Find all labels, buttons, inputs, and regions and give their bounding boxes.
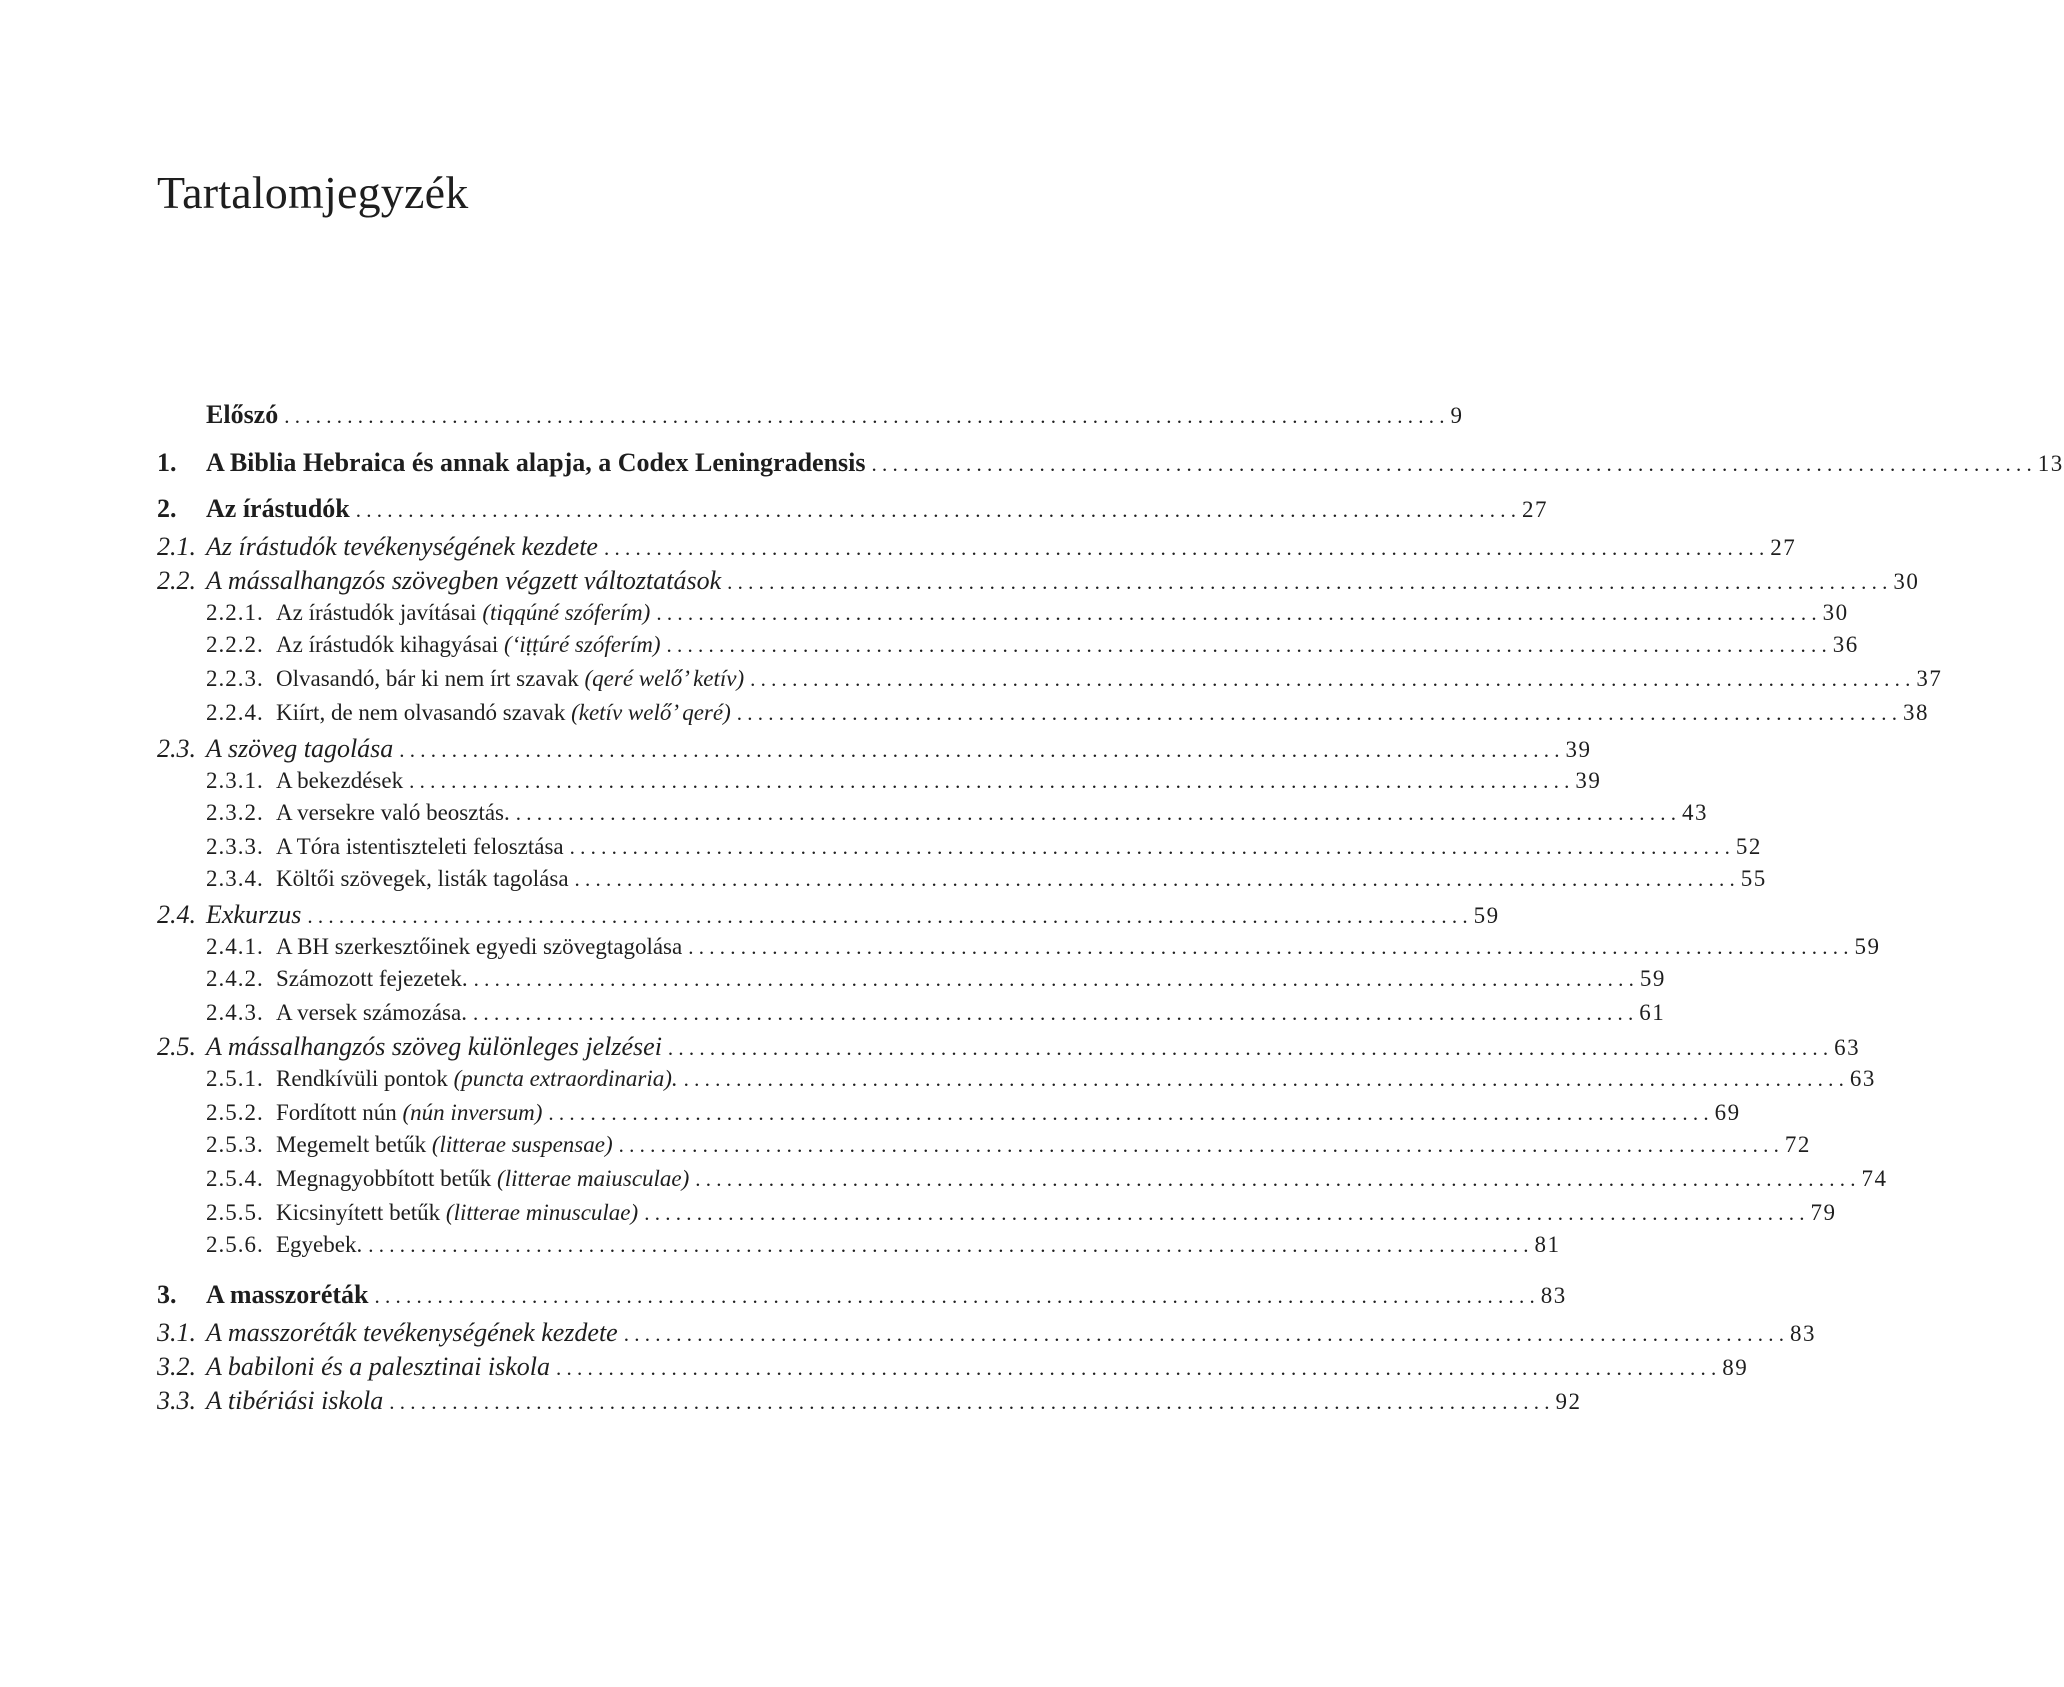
toc-entry-number: 2.4.2. (206, 966, 264, 991)
toc-entry-number: 2.1. (157, 532, 196, 561)
toc-entry-title: A szöveg tagolása (206, 734, 394, 763)
toc-entry-subtitle: (litterae suspensae) (431, 1132, 613, 1157)
toc-entry-page-number: 38 (1903, 700, 1929, 725)
dot-leader (556, 1356, 1716, 1381)
toc-entry-page-number: 39 (1575, 768, 1602, 793)
toc-entry-number: 2.2.3. (206, 666, 264, 691)
dot-leader (399, 738, 1559, 763)
page-title: Tartalomjegyzék (157, 167, 469, 218)
dot-leader (374, 1284, 1534, 1309)
dot-leader (604, 536, 1764, 561)
toc-entry-title: Az írástudók kihagyásai (‘iṭṭúré szóferím) (276, 632, 661, 657)
toc-entry-page-number: 61 (1639, 1000, 1666, 1025)
toc-entry-title: Az írástudók javításai (tiqqúné szóferím) (276, 600, 651, 625)
toc-entry-page-number: 43 (1682, 800, 1709, 825)
toc-entry-title: Fordított nún (nún inversum) (276, 1100, 543, 1125)
dot-leader (667, 633, 1827, 658)
toc-entry-title: Kiírt, de nem olvasandó szavak (ketív welő’ qeré) (276, 700, 731, 725)
toc-entry-number: 2.5.4. (206, 1166, 264, 1191)
toc-entry-subtitle: (nún inversum) (402, 1100, 543, 1125)
dot-leader (871, 452, 2031, 477)
toc-entry-subtitle: (‘iṭṭúré szóferím) (504, 632, 661, 657)
toc-entry (157, 494, 1548, 526)
toc-entry-page-number: 81 (1534, 1232, 1561, 1257)
dot-leader (575, 867, 1735, 892)
toc-entry (157, 1200, 1837, 1232)
toc-entry-number: 2.3. (157, 734, 196, 763)
toc-entry-number: 2.2.1. (206, 600, 264, 625)
dot-leader (284, 404, 1444, 429)
toc-entry-page-number: 55 (1740, 866, 1767, 891)
toc-entry-number: 1. (157, 448, 177, 477)
toc-entry-page-number: 59 (1473, 903, 1500, 928)
toc-entry-title: Költői szövegek, listák tagolása (276, 866, 569, 891)
toc-entry-page-number: 9 (1450, 403, 1464, 428)
toc-entry (157, 900, 1500, 932)
toc-entry-number: 2.5.1. (206, 1066, 264, 1091)
toc-entry (157, 600, 1849, 632)
toc-entry-number: 2.3.1. (206, 768, 264, 793)
toc-entry-page-number: 30 (1822, 600, 1849, 625)
toc-entry (157, 934, 1881, 966)
toc-entry-number: 2.2. (157, 566, 196, 595)
toc-entry-subtitle: (litterae minusculae) (445, 1200, 639, 1225)
toc-entry-page-number: 39 (1565, 737, 1592, 762)
toc-entry-number: 3.2. (157, 1352, 196, 1381)
toc-entry-page-number: 89 (1722, 1355, 1749, 1380)
toc-entry (157, 1166, 1888, 1198)
toc-entry-page-number: 13 (2037, 451, 2064, 476)
toc-entry-page-number: 27 (1770, 535, 1797, 560)
toc-entry-title: Számozott fejezetek. (276, 966, 468, 991)
toc-entry-page-number: 92 (1555, 1389, 1582, 1414)
toc-entry-title: A versek számozása. (276, 1000, 467, 1025)
dot-leader (473, 1001, 1633, 1026)
toc-entry-page-number: 52 (1735, 834, 1762, 859)
toc-entry-page-number: 59 (1854, 934, 1881, 959)
toc-entry-title: A bekezdések (276, 768, 404, 793)
toc-entry-page-number: 36 (1832, 632, 1859, 657)
dot-leader (688, 935, 1848, 960)
toc-entry-page-number: 30 (1893, 569, 1920, 594)
toc-entry (157, 768, 1602, 800)
toc-entry-number: 2.2.4. (206, 700, 264, 725)
dot-leader (727, 570, 1887, 595)
toc-entry-title: Exkurzus (206, 900, 302, 929)
toc-entry (157, 666, 1943, 698)
toc-entry-subtitle: (puncta extraordinaria). (453, 1066, 678, 1091)
toc-entry-title: A mássalhangzós szöveg különleges jelzései (206, 1032, 662, 1061)
toc-entry (157, 632, 1859, 664)
dot-leader (409, 769, 1569, 794)
dot-leader (548, 1101, 1708, 1126)
toc-entry (157, 1032, 1861, 1064)
toc-entry-title: Olvasandó, bár ki nem írt szavak (qeré welő’ ketív) (276, 666, 745, 691)
toc-entry-title: A tibériási iskola (206, 1386, 384, 1415)
toc-entry-page-number: 72 (1784, 1132, 1811, 1157)
toc-entry-number: 3.3. (157, 1386, 196, 1415)
toc-entry-page-number: 27 (1522, 497, 1548, 522)
dot-leader (695, 1167, 1855, 1192)
toc-entry-number: 2.4. (157, 900, 196, 929)
toc-entry-title: A Biblia Hebraica és annak alapja, a Codex Leningradensis (206, 448, 866, 477)
toc-entry-number: 2.3.4. (206, 866, 264, 891)
toc-entry-number: 2.5.6. (206, 1232, 264, 1257)
toc-entry (157, 1280, 1567, 1312)
toc-entry-page-number: 69 (1714, 1100, 1741, 1125)
toc-entry (157, 834, 1762, 866)
toc-entry (157, 1066, 1876, 1098)
toc-entry-subtitle: (tiqqúné szóferím) (482, 600, 651, 625)
toc-entry-number: 2.2.2. (206, 632, 264, 657)
toc-entry-page-number: 59 (1639, 966, 1666, 991)
toc-entry-title: A masszoréták tevékenységének kezdete (206, 1318, 618, 1347)
toc-entry (157, 566, 1920, 598)
dot-leader (684, 1067, 1844, 1092)
toc-entry-title: Rendkívüli pontok (puncta extraordinaria). (276, 1066, 678, 1091)
toc-entry-title: Megnagyobbított betűk (litterae maiusculae) (276, 1166, 690, 1191)
toc-entry (157, 1386, 1582, 1418)
toc-entry-title: A babiloni és a palesztinai iskola (206, 1352, 551, 1381)
toc-entry-number: 2.4.3. (206, 1000, 264, 1025)
toc-entry-number: 2. (157, 494, 177, 523)
dot-leader (656, 601, 1816, 626)
dot-leader (368, 1233, 1528, 1258)
dot-leader (570, 835, 1730, 860)
dot-leader (389, 1390, 1549, 1415)
toc-entry (157, 448, 2064, 480)
dot-leader (750, 667, 1910, 692)
toc-entry-title: A Tóra istentiszteleti felosztása (276, 834, 564, 859)
toc-entry-page-number: 37 (1916, 666, 1943, 691)
dot-leader (619, 1133, 1779, 1158)
toc-entry-page-number: 83 (1789, 1321, 1816, 1346)
toc-entry-title: A mássalhangzós szövegben végzett változtatások (206, 566, 722, 595)
dot-leader (356, 498, 1516, 523)
dot-leader (474, 967, 1634, 992)
toc-entry-title: Az írástudók tevékenységének kezdete (206, 532, 598, 561)
toc-entry-number: 2.5.5. (206, 1200, 264, 1225)
toc-entry (157, 1232, 1561, 1264)
toc-entry (157, 1000, 1666, 1032)
dot-leader (644, 1201, 1804, 1226)
toc-entry-page-number: 83 (1540, 1283, 1567, 1308)
dot-leader (668, 1036, 1828, 1061)
toc-entry (157, 866, 1767, 898)
toc-entry-title: Előszó (206, 400, 279, 429)
toc-entry-number: 3. (157, 1280, 177, 1309)
toc-entry-number: 2.3.2. (206, 800, 264, 825)
toc-entry (157, 1100, 1741, 1132)
dot-leader (624, 1322, 1784, 1347)
toc-entry-number: 2.4.1. (206, 934, 264, 959)
toc-entry (157, 800, 1709, 832)
toc-entry-title: Az írástudók (206, 494, 350, 523)
toc-entry-page-number: 63 (1834, 1035, 1861, 1060)
dot-leader (307, 904, 1467, 929)
dot-leader (516, 801, 1676, 826)
toc-entry (157, 734, 1592, 766)
toc-entry-title: A versekre való beosztás. (276, 800, 510, 825)
toc-entry-subtitle: (qeré welő’ ketív) (584, 666, 745, 691)
toc-entry-subtitle: (litterae maiusculae) (497, 1166, 690, 1191)
toc-entry-title: A masszoréták (206, 1280, 369, 1309)
toc-entry-title: Egyebek. (276, 1232, 363, 1257)
toc-entry-page-number: 79 (1810, 1200, 1837, 1225)
toc-entry-number: 3.1. (157, 1318, 196, 1347)
table-of-contents (157, 0, 2064, 1687)
toc-entry-number: 2.5. (157, 1032, 196, 1061)
toc-entry-subtitle: (ketív welő’ qeré) (571, 700, 731, 725)
toc-entry (157, 966, 1666, 998)
toc-entry-title: A BH szerkesztőinek egyedi szövegtagolása (276, 934, 683, 959)
toc-entry-page-number: 63 (1849, 1066, 1876, 1091)
dot-leader (737, 701, 1897, 726)
toc-entry-title: Megemelt betűk (litterae suspensae) (276, 1132, 613, 1157)
toc-entry-number: 2.5.2. (206, 1100, 264, 1125)
toc-entry-number: 2.5.3. (206, 1132, 264, 1157)
toc-entry (157, 1318, 1816, 1350)
toc-entry (157, 532, 1797, 564)
toc-entry-page-number: 74 (1861, 1166, 1888, 1191)
toc-entry (157, 700, 1929, 732)
toc-entry (157, 1132, 1811, 1164)
toc-entry-number: 2.3.3. (206, 834, 264, 859)
toc-entry (157, 400, 1464, 432)
toc-entry (157, 1352, 1749, 1384)
toc-entry-title: Kicsinyített betűk (litterae minusculae) (276, 1200, 639, 1225)
